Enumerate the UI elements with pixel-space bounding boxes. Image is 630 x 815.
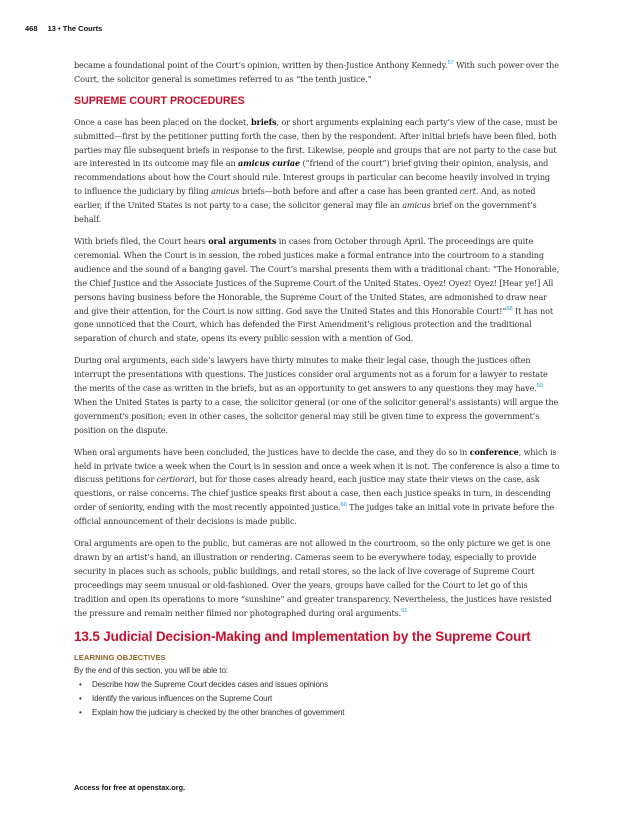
text-run: With such power over the Court, the solicitor general is sometimes referred to as “the tenth justice.” — [74, 60, 559, 84]
italic-term: amicus — [211, 186, 240, 197]
text-run: It has not gone unnoticed that the Court, which has defended the First Amendment’s religious protection and the traditional separation of church and state, opens its every public session with a mention of God. — [74, 305, 553, 344]
text-run: became a foundational point of the Court’s opinion, written by then-Justice Anthony Kennedy. — [74, 60, 448, 70]
learning-objectives-list — [74, 678, 560, 720]
text-run: When the United States is party to a case, the solicitor general (or one of the solicitor general’s assistants) will argue the government’s position; even in other cases, the solicitor general may still be given time to express the government’s position on the dispute. — [74, 396, 559, 435]
key-term-amicus-curiae: amicus curiae — [238, 158, 301, 169]
bullet-icon: • — [79, 693, 82, 703]
bullet-icon: • — [79, 679, 82, 689]
paragraph-during-arguments — [74, 354, 560, 437]
section-heading: SUPREME COURT PROCEDURES — [74, 94, 245, 107]
text-run: The judges take an initial vote in private before the official announcement of their decisions is made public. — [74, 502, 554, 527]
objective-text: Identify the various influences on the Supreme Court — [92, 693, 273, 703]
footnote-link[interactable]: 60 — [340, 502, 347, 509]
footer-access-note[interactable]: Access for free at openstax.org. — [74, 783, 186, 792]
text-run: Oral arguments are open to the public, but cameras are not allowed in the courtroom, so the only picture we get is one drawn by an artist’s hand, an illustration or rendering. Cameras seem to be everywhere today, especially to provide security in places such as schools, public buildings, and retail stores, so the lack of live coverage of Supreme Court proceedings may seem unusual or old-fashioned. Over the years, groups have called for the Court to let go of this tradition and open its operations to more “sunshine” and greater transparency. Nevertheless, the justices have resisted the pressure and remain neither filmed nor photographed during oral arguments. — [74, 538, 552, 618]
objective-text: Describe how the Supreme Court decides cases and issues opinions — [92, 679, 329, 689]
running-head — [25, 24, 102, 33]
text-run: brief on the government’s behalf. — [74, 200, 537, 225]
text-run: When oral arguments have been concluded, the justices have to decide the case, and they do so in — [74, 446, 470, 457]
objective-text: Explain how the judiciary is checked by the other branches of government — [92, 707, 345, 717]
page-number: 468 — [25, 24, 38, 33]
learning-objectives-title: LEARNING OBJECTIVES — [74, 652, 166, 662]
learning-objectives-intro: By the end of this section, you will be able to: — [74, 665, 228, 675]
paragraph-oral-arguments — [74, 235, 560, 346]
text-run: Once a case has been placed on the docket, — [74, 116, 252, 127]
intro-paragraph — [74, 59, 560, 87]
footnote-link[interactable]: 57 — [447, 60, 454, 66]
paragraph-briefs — [74, 116, 560, 227]
chapter-title: 13 • The Courts — [47, 24, 103, 33]
footnote-link[interactable]: 61 — [401, 607, 408, 614]
bullet-icon: • — [79, 707, 82, 717]
module-heading: 13.5 Judicial Decision-Making and Implementation by the Supreme Court — [74, 628, 531, 644]
text-run: During oral arguments, each side’s lawyers have thirty minutes to make their legal case, though the justices often interrupt the presentations with questions. The justices consider oral arguments not as a forum for a lawyer to restate the merits of the case as written in the briefs, but as an opportunity to get answers to any questions they may have. — [74, 355, 548, 394]
italic-term: certiorari — [156, 474, 195, 485]
paragraph-cameras — [74, 537, 560, 620]
text-run: in cases from October through April. The proceedings are quite ceremonial. When the Court is in session, the robed justices make a formal entrance into the courtroom to a standing audience and the sound of a banging gavel. The Court’s marshal presents them with a traditional chant: “The Honorable, the Chief Justice and the Associate Justices of the Supreme Court of the United States. Oyez! Oyez! Oyez! [Hear ye!] All persons having business before the Honorable, the Supreme Court of the United States, are admonished to draw near and give their attention, for the Court is now sitting. God save the United States and this Honorable Court!” — [74, 235, 560, 316]
italic-term: cert — [459, 186, 476, 197]
key-term-conference: conference — [469, 446, 519, 457]
text-run: , which is held in private twice a week when the Court is in session and once a week when it is not. The conference is also a time to discuss petitions for — [74, 446, 560, 485]
page-content — [74, 59, 560, 720]
text-run: briefs—both before and after a case has been granted — [239, 186, 460, 197]
list-item — [79, 706, 560, 720]
list-item — [79, 678, 560, 692]
key-term-oral-arguments: oral arguments — [208, 235, 277, 246]
text-run: , or short arguments explaining each party’s view of the case, must be submitted—first by the petitioner putting forth the case, then by the respondent. After initial briefs have been filed, both parties may file subsequent briefs in response to the first. Likewise, people and groups that are not party to the case but are interested in its outcome may file an — [74, 116, 558, 169]
footnote-link[interactable]: 59 — [536, 383, 543, 390]
text-run: (“friend of the court”) brief giving their opinion, analysis, and recommendations about how the Court should rule. Interest groups in particular can become heavily involved in trying to influence the judiciary by filing — [74, 158, 550, 197]
key-term-briefs: briefs — [251, 116, 277, 127]
footnote-link[interactable]: 58 — [506, 305, 513, 312]
text-run: . And, as noted earlier, if the United States is not party to a case, the solicitor general may file an — [74, 186, 536, 211]
list-item — [79, 692, 560, 706]
text-run: With briefs filed, the Court hears — [74, 235, 209, 246]
text-run: , but for those cases already heard, each justice may state their views on the case, ask questions, or raise concerns. The chief justice speaks first about a case, then each justice speaks in turn, in descending order of seniority, ending with the most recently appointed justice. — [74, 474, 551, 513]
paragraph-conference — [74, 446, 560, 529]
italic-term: amicus — [402, 200, 431, 211]
